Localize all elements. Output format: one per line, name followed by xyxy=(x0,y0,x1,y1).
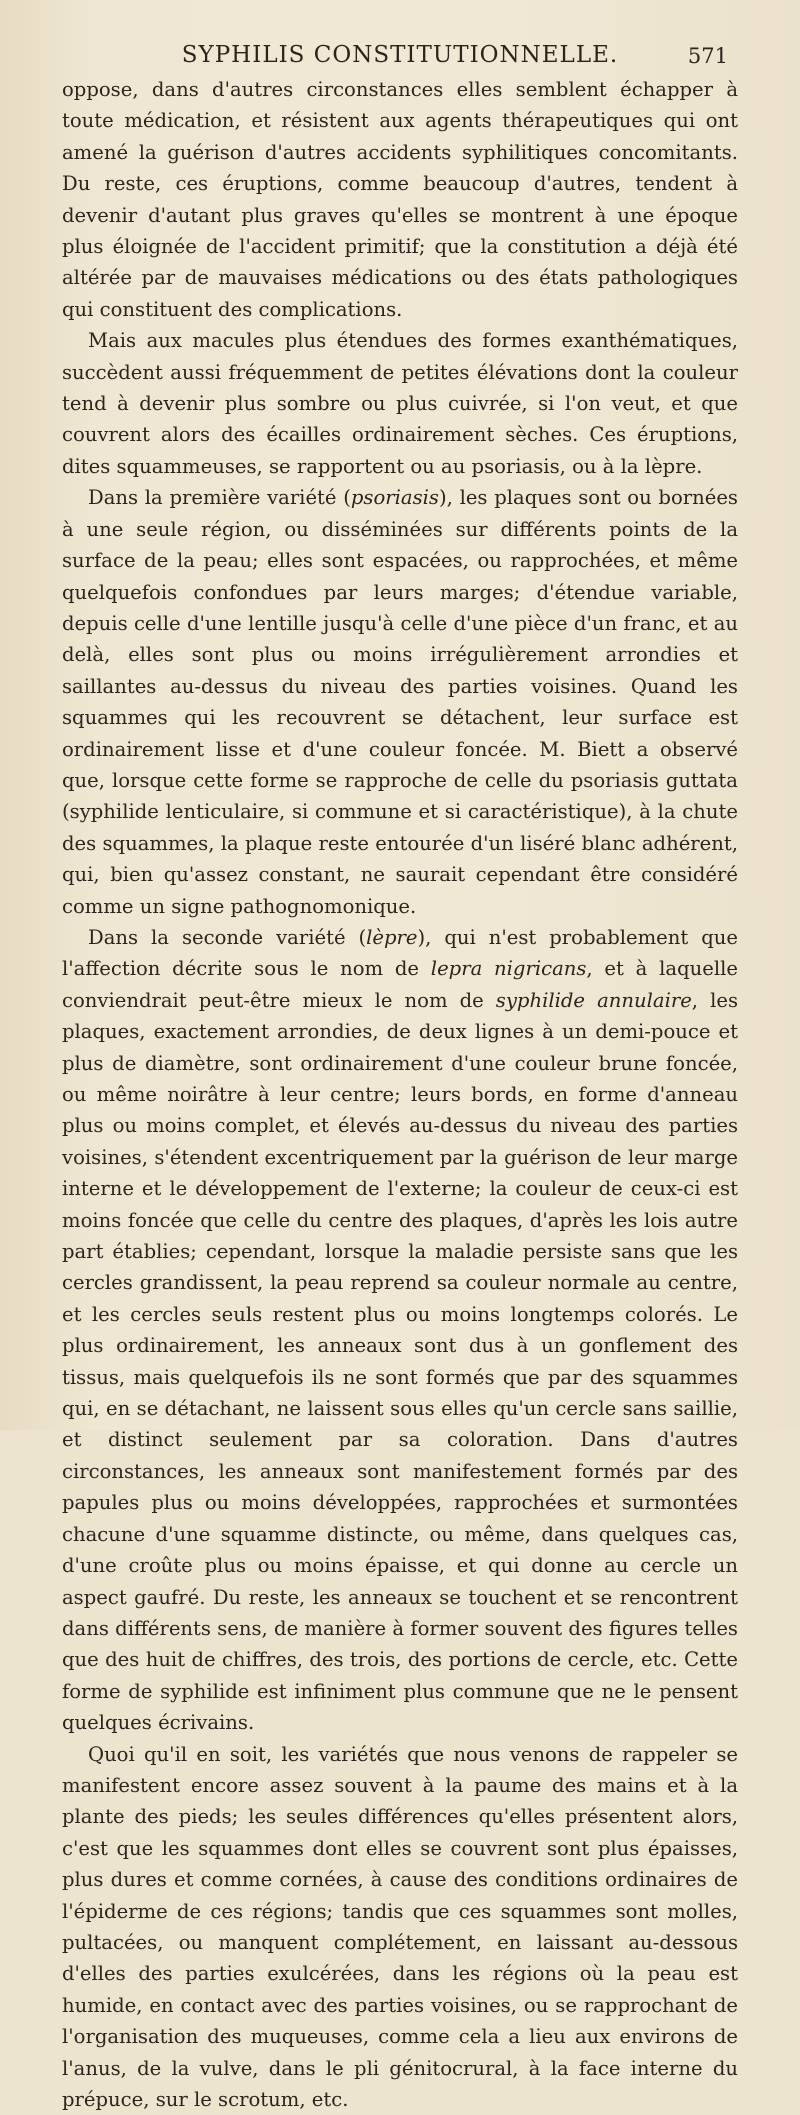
paragraph-text: Dans la première variété ( xyxy=(88,486,351,510)
italic-term: lèpre xyxy=(366,925,418,949)
italic-term: syphilide annulaire xyxy=(495,988,692,1012)
running-title: SYPHILIS CONSTITUTIONNELLE. xyxy=(181,42,619,68)
paragraph-text: Mais aux macules plus étendues des formes exanthématiques, succèdent aussi fréquemment de petites élévations dont la couleur tend à devenir plus sombre ou plus cuivrée, si l'on veut, et que couvrent alors des écailles ordinairement sèches. Ces éruptions, dites squammeuses, se rapportent ou au psoriasis, ou à la lèpre. xyxy=(62,329,738,478)
paragraph-text: , les plaques, exactement arrondies, de deux lignes à un demi-pouce et plus de diamètre, sont ordinairement d'une couleur brune foncée, ou même noirâtre à leur centre; leurs bords, en forme d'anneau plus ou moins complet, et élevés au-dessus du niveau des parties voisines, s'étendent excentriquement par la guérison de leur marge interne et le développement de l'externe; la couleur de ceux-ci est moins foncée que celle du centre des plaques, d'après les lois autre part établies; cependant, lorsque la maladie persiste sans que les cercles grandissent, la peau reprend sa couleur normale au centre, et les cercles seuls restent plus ou moins longtemps colorés. Le plus ordinairement, les anneaux sont dus à un gonflement des tissus, mais quelquefois ils ne sont formés que par des squammes qui, en se détachant, ne laissent sous elles qu'un cercle sans saillie, et distinct seulement par sa coloration. Dans d'autres circonstances, les anneaux sont manifestement formés par des papules plus ou moins développées, rapprochées et surmontées chacune d'une squamme distincte, ou même, dans quelques cas, d'une croûte plus ou moins épaisse, et qui donne au cercle un aspect gaufré. Du reste, les anneaux se touchent et se rencontrent dans différents sens, de manière à former souvent des figures telles que des huit de chiffres, des trois, des portions de cercle, etc. Cette forme de syphilide est infiniment plus commune que ne le pensent quelques écrivains. xyxy=(62,988,738,1735)
paragraph-5 xyxy=(62,1739,738,2115)
paragraph-text: Dans la seconde variété ( xyxy=(88,925,367,949)
paragraph-text: ), qui n'est probablement que l'affection décrite sous le nom de xyxy=(62,925,738,981)
paragraph-text: , et à laquelle conviendrait peut-être mieux le nom de xyxy=(62,957,738,1012)
paragraph-text: Quoi qu'il en soit, les variétés que nous venons de rappeler se manifestent encore assez souvent à la paume des mains et à la plante des pieds; les seules différences qu'elles présentent alors, c'est que les squammes dont elles se couvrent sont plus épaisses, plus dures et comme cornées, à cause des conditions ordinaires de l'épiderme de ces régions; tandis que ces squammes sont molles, pultacées, ou manquent complétement, en laissant au-dessous d'elles des parties exulcérées, dans les régions où la peau est humide, en contact avec des parties voisines, ou se rapprochant de l'organisation des muqueuses, comme cela a lieu aux environs de l'anus, de la vulve, dans le pli génitocrural, à la face interne du prépuce, sur le scrotum, etc. xyxy=(62,1742,738,2111)
paragraph-text: ), les plaques sont ou bornées à une seule région, ou disséminées sur différents points de la surface de la peau; elles sont espacées, ou rapprochées, et même quelquefois confondues par leurs marges; d'étendue variable, depuis celle d'une lentille jusqu'à celle d'une pièce d'un franc, et au delà, elles sont plus ou moins irrégulièrement arrondies et saillantes au-dessus du niveau des parties voisines. Quand les squammes qui les recouvrent se détachent, leur surface est ordinairement lisse et d'une couleur foncée. M. Biett a observé que, lorsque cette forme se rapproche de celle du psoriasis guttata (syphilide lenticulaire, si commune et si caractéristique), à la chute des squammes, la plaque reste entourée d'un liséré blanc adhérent, qui, bien qu'assez constant, ne saurait cependant être considéré comme un signe pathognomonique. xyxy=(62,486,738,918)
italic-term: psoriasis xyxy=(350,486,439,510)
page-number: 571 xyxy=(687,44,728,68)
italic-term: lepra nigricans xyxy=(430,957,587,981)
paragraph-3 xyxy=(62,482,738,922)
paragraph-4 xyxy=(62,922,738,1739)
paragraph-text: oppose, dans d'autres circonstances elles semblent échapper à toute médication, et résistent aux agents thérapeutiques qui ont amené la guérison d'autres accidents syphilitiques concomitants. Du reste, ces éruptions, comme beaucoup d'autres, tendent à devenir d'autant plus graves qu'elles se montrent à une époque plus éloignée de l'accident primitif; que la constitution a déjà été altérée par de mauvaises médications ou des états pathologiques qui constituent des complications. xyxy=(62,78,738,321)
paragraph-2 xyxy=(62,325,738,482)
running-head xyxy=(62,42,738,72)
paragraph-1 xyxy=(62,74,738,325)
body-text xyxy=(62,74,738,2115)
